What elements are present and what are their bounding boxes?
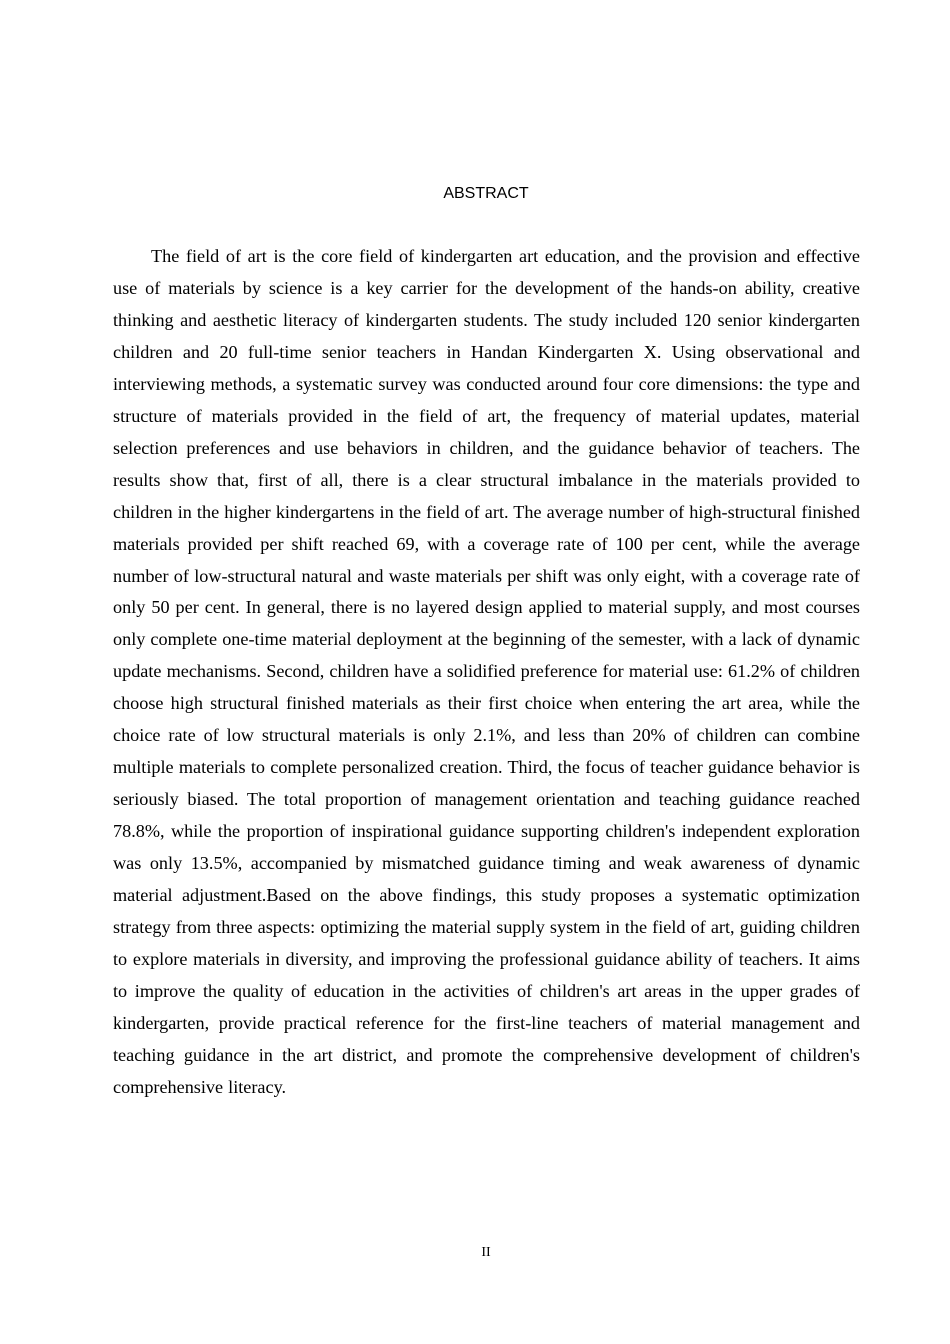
page-number: II (481, 1245, 491, 1260)
abstract-heading: ABSTRACT (443, 185, 529, 202)
abstract-paragraph: The field of art is the core field of kindergarten art education, and the provision and effective use of materials by science is a key carrier for the development of the hands-on ability, creative thinking and aesthetic literacy of kindergarten students. The study included 120 senior kindergarten children and 20 full-time senior teachers in Handan Kindergarten X. Using observational and interviewing methods, a systematic survey was conducted around four core dimensions: the type and structure of materials provided in the field of art, the frequency of material updates, material selection preferences and use behaviors in children, and the guidance behavior of teachers. The results show that, first of all, there is a clear structural imbalance in the materials provided to children in the higher kindergartens in the field of art. The average number of high-structural finished materials provided per shift reached 69, with a coverage rate of 100 per cent, while the average number of low-structural natural and waste materials per shift was only eight, with a coverage rate of only 50 per cent. In general, there is no layered design applied to material supply, and most courses only complete one-time material deployment at the beginning of the semester, with a lack of dynamic update mechanisms. Second, children have a solidified preference for material use: 61.2% of children choose high structural finished materials as their first choice when entering the art area, while the choice rate of low structural materials is only 2.1%, and less than 20% of children can combine multiple materials to complete personalized creation. Third, the focus of teacher guidance behavior is seriously biased. The total proportion of management orientation and teaching guidance reached 78.8%, while the proportion of inspirational guidance supporting children's independent exploration was only 13.5%, accompanied by mismatched guidance timing and weak awareness of dynamic material adjustment.Based on the above findings, this study proposes a systematic optimization strategy from three aspects: optimizing the material supply system in the field of art, guiding children to explore materials in diversity, and improving the professional guidance ability of teachers. It aims to improve the quality of education in the activities of children's art areas in the upper grades of kindergarten, provide practical reference for the first-line teachers of material management and teaching guidance in the art district, and promote the comprehensive development of children's comprehensive literacy. (113, 246, 860, 1097)
